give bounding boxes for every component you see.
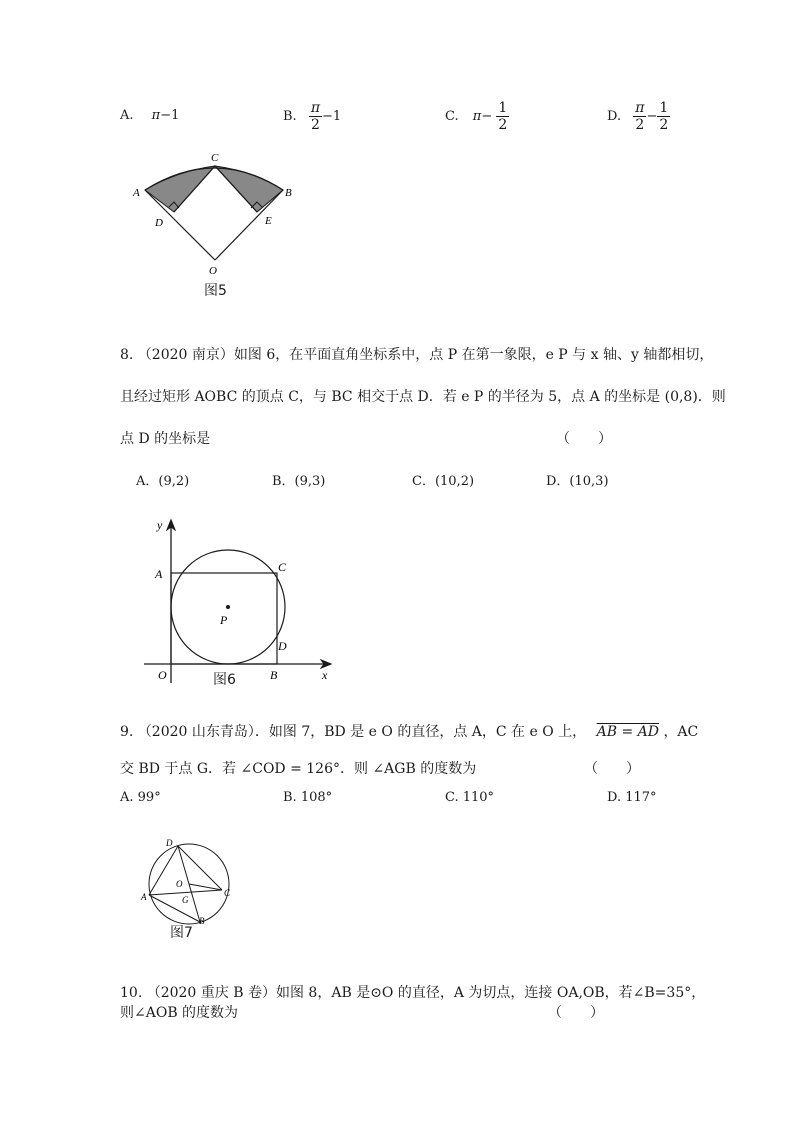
segment-ab bbox=[149, 895, 200, 922]
q8-line-1: 8. （2020 南京）如图 6，在平面直角坐标系中，点 P 在第一象限，e P 与 x 轴、y 轴都相切， bbox=[120, 347, 714, 363]
q9-answer-blank: （ ） bbox=[584, 761, 640, 777]
q8-line-2: 且经过矩形 AOBC 的顶点 C，与 BC 相交于点 D．若 e P 的半径为 5，点 A 的坐标是 (0,8)．则 bbox=[120, 389, 726, 405]
q10-line-2: 则∠AOB 的度数为 bbox=[120, 1005, 239, 1021]
q7-option-c bbox=[445, 100, 509, 133]
q7-option-a bbox=[120, 108, 179, 123]
q8-option-a: A．(9,2) bbox=[136, 474, 190, 489]
center-point-p bbox=[226, 605, 230, 609]
q7-option-b-num: π bbox=[310, 100, 321, 116]
q7-option-d-minus: − bbox=[646, 109, 658, 124]
q9-line-1 bbox=[120, 721, 698, 741]
label-y: y bbox=[157, 518, 163, 532]
q7-option-a-pi: π bbox=[151, 108, 161, 123]
label-b: B bbox=[285, 187, 292, 199]
q7-option-d-fraction1 bbox=[633, 100, 646, 133]
q10-answer-blank: （ ） bbox=[548, 1005, 604, 1021]
label-a: A bbox=[133, 187, 140, 199]
label-c: C bbox=[211, 152, 219, 164]
q8-option-c: C．(10,2) bbox=[412, 474, 475, 489]
label-d: D bbox=[155, 217, 163, 229]
q7-option-d bbox=[607, 100, 670, 133]
q7-option-c-pi: π bbox=[472, 109, 482, 124]
q8-line-3: 点 D 的坐标是 bbox=[120, 431, 211, 447]
q9-line-1-text: 9. （2020 山东青岛）．如图 7，BD 是 e O 的直径，点 A，C 在 e O 上， bbox=[120, 724, 587, 740]
label-a: A bbox=[155, 567, 163, 581]
figure-5 bbox=[125, 148, 305, 280]
q7-option-d-den1: 2 bbox=[635, 117, 645, 133]
q7-option-c-den: 2 bbox=[498, 117, 508, 133]
q7-option-a-rest: −1 bbox=[160, 108, 180, 123]
q7-option-c-minus: − bbox=[481, 109, 493, 124]
q7-option-c-letter: C. bbox=[445, 109, 459, 124]
label-o: O bbox=[158, 668, 167, 682]
q9-option-a: A. 99° bbox=[120, 790, 161, 805]
label-o: O bbox=[176, 879, 183, 889]
q7-option-b-fraction bbox=[309, 100, 322, 133]
label-b: B bbox=[270, 668, 278, 682]
q9-line-1-end: ，AC bbox=[663, 724, 699, 740]
q9-line-2: 交 BD 于点 G．若 ∠COD = 126°．则 ∠AGB 的度数为 bbox=[120, 761, 477, 777]
q7-option-b-den: 2 bbox=[310, 117, 320, 133]
label-d: D bbox=[278, 639, 287, 653]
q9-option-d: D. 117° bbox=[607, 790, 657, 805]
q7-option-d-den2: 2 bbox=[659, 117, 669, 133]
label-e: E bbox=[265, 215, 272, 227]
label-p: P bbox=[220, 613, 228, 627]
q8-option-b: B．(9,3) bbox=[272, 474, 326, 489]
label-b: B bbox=[199, 916, 205, 926]
q8-answer-blank: （ ） bbox=[556, 431, 612, 447]
q7-option-b-rest: −1 bbox=[322, 109, 342, 124]
q7-option-d-num1: π bbox=[635, 100, 645, 116]
q7-option-b-letter: B. bbox=[283, 109, 297, 124]
figure-6 bbox=[140, 515, 340, 685]
figure-7 bbox=[138, 836, 238, 926]
label-g: G bbox=[182, 895, 189, 905]
label-c: C bbox=[224, 888, 231, 898]
q9-option-b: B. 108° bbox=[283, 790, 333, 805]
figure-6-caption: 图6 bbox=[213, 672, 236, 688]
q10-line-1: 10. （2020 重庆 B 卷）如图 8，AB 是⊙O 的直径，A 为切点，连接 OA,OB，若∠B=35°， bbox=[120, 985, 706, 1001]
shaded-region-right bbox=[215, 166, 283, 212]
label-c: C bbox=[278, 560, 287, 574]
q7-option-c-fraction bbox=[496, 100, 509, 133]
q8-option-d: D．(10,3) bbox=[546, 474, 609, 489]
label-d: D bbox=[166, 838, 173, 848]
label-o: O bbox=[209, 265, 217, 277]
q7-option-d-letter: D. bbox=[607, 109, 622, 124]
label-x: x bbox=[322, 668, 328, 682]
q7-option-b bbox=[283, 100, 341, 133]
figure-7-caption: 图7 bbox=[170, 925, 193, 941]
q7-option-a-letter: A. bbox=[120, 108, 134, 123]
q7-option-c-num: 1 bbox=[498, 100, 508, 116]
q9-arc-equality: AB = AD bbox=[596, 724, 659, 740]
q7-option-d-fraction2 bbox=[657, 100, 670, 133]
figure-5-caption: 图5 bbox=[204, 283, 227, 299]
q7-option-d-num2: 1 bbox=[659, 100, 669, 116]
q9-option-c: C. 110° bbox=[445, 790, 495, 805]
label-a: A bbox=[141, 892, 147, 902]
